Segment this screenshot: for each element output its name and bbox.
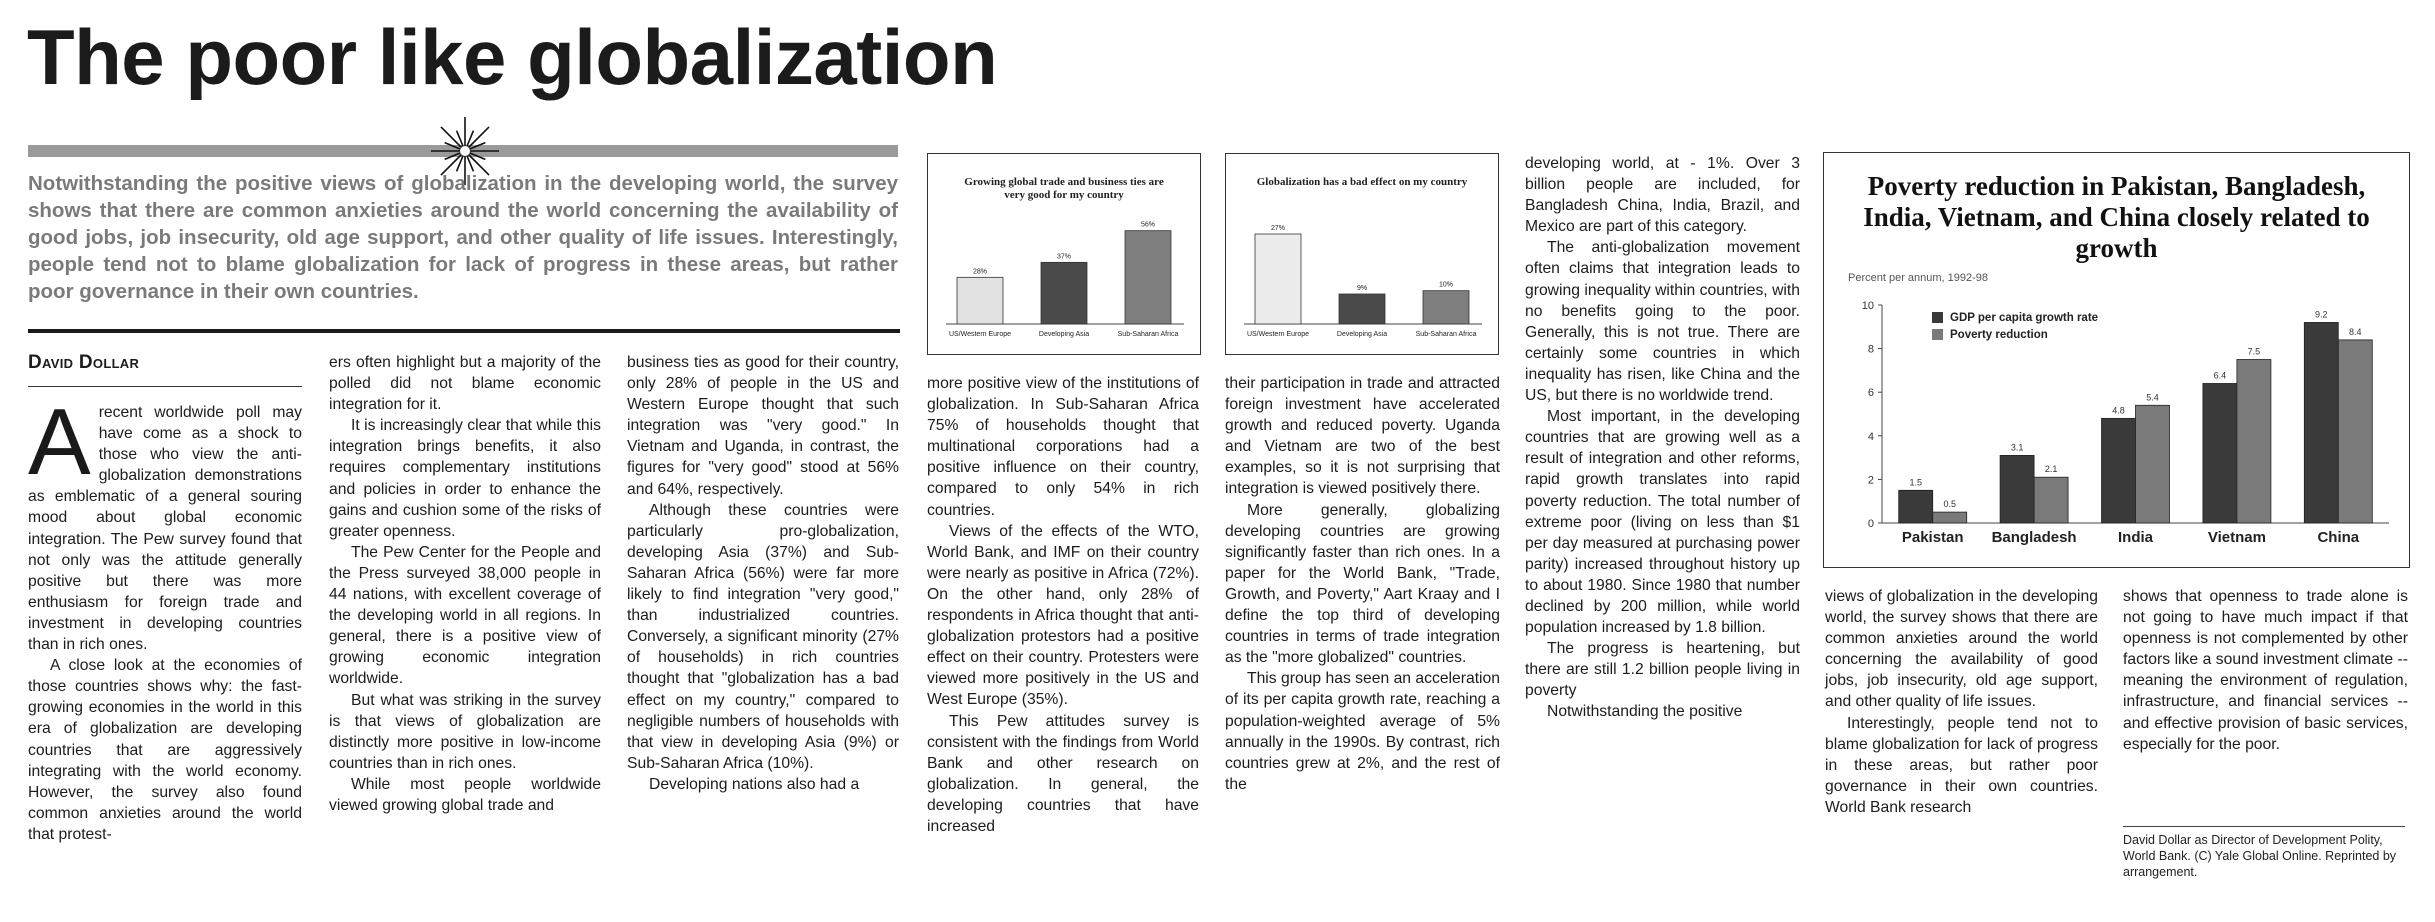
byline-rule [28, 386, 302, 387]
paragraph: This group has seen an acceleration of its per capita growth rate, reaching a population-weighted average of 5% annually in the 1990s. By contrast, rich countries grew at 2%, and the rest of the [1225, 670, 1500, 793]
paragraph: developing world, at - 1%. Over 3 billion people are included, for Bangladesh China, India, Brazil, and Mexico are part of this category. [1525, 155, 1800, 236]
bar [1423, 291, 1469, 324]
paragraph: ers often highlight but a majority of the polled did not blame economic integration for it. [329, 354, 601, 414]
chart-title: Globalization has a bad effect on my country [1256, 176, 1468, 188]
bar-value-label: 7.5 [2247, 346, 2261, 357]
paragraph: This Pew attitudes survey is consistent with the findings from World Bank and other research on globalization. In general, the developing countries that have increased [927, 712, 1199, 835]
category-label: India [2117, 529, 2154, 546]
paragraph: The progress is heartening, but there are still 1.2 billion people living in poverty [1525, 640, 1800, 700]
paragraph: While most people worldwide viewed growing global trade and [329, 775, 601, 814]
category-label: US/Western Europe [1246, 331, 1310, 338]
starburst-ray [441, 127, 465, 151]
chart-poverty-growth [1823, 152, 2410, 568]
article-column-5 [1225, 373, 1500, 795]
paragraph: more positive view of the institutions of globalization. In Sub-Saharan Africa 75% of households thought that multinational corporations had a positive influence on their country, compared to only 54% in rich countries. [927, 375, 1199, 519]
byline: David Dollar [28, 352, 140, 373]
bar [1255, 234, 1301, 324]
chart-title: Growing global trade and business ties are very good for my country [964, 176, 1164, 201]
standfirst: Notwithstanding the positive views of globalization in the developing world, the survey shows that there are common anxieties around the world concerning the availability of good jobs, job insecurity, old age support, and other quality of life issues. Interestingly, people tend not to blame globalization for lack of progress in these areas, but rather poor governance in their own countries. [28, 172, 898, 303]
category-label: Sub-Saharan Africa [1415, 331, 1477, 338]
paragraph: their participation in trade and attracted foreign investment have accelerated growth and reduced poverty. Uganda and Vietnam are two of the best examples, so it is not surprising that integration is viewed positively there. [1225, 375, 1500, 498]
credit-line: David Dollar as Director of Development Polity, World Bank. (C) Yale Global Online. Reprinted by arrangement. [2123, 833, 2397, 879]
legend-swatch [1932, 312, 1943, 323]
paragraph: The anti-globalization movement often claims that integration leads to growing inequality within countries, with no benefits going to the poor. Generally, this is not true. There are certainly some countries in which inequality has risen, like China and the US, but there is no worldwide trend. [1525, 239, 1800, 405]
y-tick-label: 8 [1867, 343, 1874, 356]
bar-value-label: 56% [1140, 221, 1156, 229]
paragraph: views of globalization in the developing world, the survey shows that there are common anxieties around the world concerning the availability of good jobs, job insecurity, old age support, and other quality of life issues. [1825, 588, 2098, 711]
bar-value-label: 28% [972, 268, 988, 276]
legend-swatch [1932, 329, 1943, 340]
bar [1899, 490, 1933, 523]
paragraph: A close look at the economies of those countries shows why: the fast-growing economies in the world in this era of globalization are developing countries that are aggressively integrating with the world economy. However, the survey also found common anxieties around the world that protest- [28, 657, 302, 843]
legend-label: Poverty reduction [1950, 329, 2048, 341]
paragraph: Views of the effects of the WTO, World Bank, and IMF on their country were nearly as positive in Africa (72%). On the other hand, only 28% of respondents in Africa thought that anti-globalization protestors had a positive effect on their country. Protesters were viewed more positively in the US and West Europe (35%). [927, 522, 1199, 709]
bar [2237, 360, 2271, 524]
category-label: China [2317, 529, 2360, 546]
paragraph: The Pew Center for the People and the Press surveyed 38,000 people in 44 nations, with excellent coverage of the developing world in all regions. In general, there is a positive view of growing economic integration worldwide. [329, 543, 601, 688]
chart-plot [928, 154, 1200, 354]
paragraph: More generally, globalizing developing countries are growing significantly faster than rich ones. In a paper for the World Bank, "Trade, Growth, and Poverty," Aart Kraay and I define the top third of developing countries in terms of trade integration as the "more globalized" countries. [1225, 501, 1500, 667]
bar-value-label: 8.4 [2349, 326, 2362, 337]
chart-trade-ties [927, 153, 1201, 355]
headline: The poor like globalization [27, 13, 998, 101]
article-column-1-body [28, 389, 302, 845]
paragraph: business ties as good for their country, only 28% of people in the US and Western Europe thought that such integration was "very good." In Vietnam and Uganda, in contrast, the figures for "very good" stood at 56% and 64%, respectively. [627, 354, 899, 498]
paragraph: Interestingly, people tend not to blame globalization for lack of progress in these areas, but rather poor governance in their own countries. World Bank research [1825, 714, 2098, 816]
category-label: Vietnam [2207, 529, 2266, 546]
bar [957, 277, 1003, 324]
y-tick-label: 6 [1867, 387, 1874, 400]
bar-value-label: 37% [1056, 253, 1072, 261]
paragraph: But what was striking in the survey is that views of globalization are distinctly more positive in low-income countries than in rich ones. [329, 691, 601, 772]
chart-plot [1824, 153, 2409, 567]
bar-value-label: 2.1 [2044, 464, 2058, 475]
article-column-3 [627, 352, 899, 795]
bar-value-label: 10% [1438, 281, 1454, 289]
paragraph: Notwithstanding the positive [1547, 703, 1743, 721]
bar [2102, 418, 2136, 523]
bar [1339, 294, 1385, 324]
bar-value-label: 27% [1270, 225, 1286, 232]
bar [2304, 322, 2338, 523]
bar [2338, 340, 2372, 523]
section-rule [28, 329, 900, 333]
bar [2136, 405, 2170, 523]
y-tick-label: 2 [1867, 474, 1874, 487]
bar-value-label: 6.4 [2213, 370, 2227, 381]
drop-cap: A [28, 389, 91, 494]
chart-title: Poverty reduction in Pakistan, Bangladesh, India, Vietnam, and China closely related to growth [1863, 171, 2370, 263]
bar-value-label: 3.1 [2010, 442, 2024, 453]
article-column-8 [2123, 586, 2408, 755]
bar-value-label: 4.8 [2112, 405, 2125, 416]
bar-value-label: 5.4 [2146, 392, 2159, 403]
chart-bad-effect [1225, 153, 1499, 355]
category-label: Developing Asia [1038, 331, 1090, 338]
bar [2203, 383, 2237, 523]
bar [2000, 455, 2034, 523]
paragraph-text: recent worldwide poll may have come as a shock to those who view the anti-globalization demonstrations as emblematic of a general souring mood about global economic integration. The Pew survey found that not only was the attitude generally positive but there was more enthusiasm for foreign trade and investment in developing countries than in rich ones. [28, 404, 302, 654]
legend-label: GDP per capita growth rate [1950, 312, 2099, 324]
bar [2034, 477, 2068, 523]
article-column-4 [927, 373, 1199, 837]
bar-value-label: 1.5 [1909, 477, 1922, 488]
y-tick-label: 4 [1867, 430, 1874, 443]
paragraph: It is increasingly clear that while this integration brings benefits, it also requires complementary institutions and policies in order to enhance the gains and cushion some of the risks of greater openness. [329, 417, 601, 540]
article-column-7 [1825, 586, 2098, 818]
category-label: Bangladesh [1991, 529, 2077, 546]
bar [1933, 512, 1967, 523]
paragraph: Most important, in the developing countries that are growing well as a result of integration and other reforms, rapid growth translates into rapid poverty reduction. The total number of extreme poor (living on less than $1 per day measured at purchasing power parity) increased throughout history up to about 1980. Since 1980 that number declined by 200 million, while world population increased by 1.8 billion. [1525, 408, 1800, 637]
starburst-ray [465, 127, 489, 151]
y-axis-label: Percent per annum, 1992-98 [1848, 272, 1989, 284]
y-tick-label: 10 [1861, 300, 1874, 312]
category-label: US/Western Europe [948, 331, 1012, 338]
category-label: Developing Asia [1336, 331, 1388, 338]
paragraph: Although these countries were particularly pro-globalization, developing Asia (37%) and Sub-Saharan Africa (56%) were far more likely to find integration "very good," than industrialized countries. Conversely, a significant minority (27% of households) in rich countries thought that "globalization has a bad effect on my country," compared to negligible numbers of households with that view in developing Asia (9%) or Sub-Saharan Africa (10%). [627, 501, 899, 772]
bar [1041, 262, 1087, 324]
article-column-1 [28, 352, 302, 373]
paragraph [28, 389, 302, 655]
category-label: Sub-Saharan Africa [1117, 331, 1179, 338]
category-label: Pakistan [1901, 529, 1964, 546]
article-column-6 [1525, 153, 1800, 723]
paragraph: shows that openness to trade alone is not going to have much impact if that openness is not complemented by other factors like a sound investment climate -- meaning the environment of regulation, infrastructure, and financial services -- and effective provision of basic services, especially for the poor. [2123, 588, 2408, 753]
paragraph: Developing nations also had a [649, 775, 860, 793]
chart-plot [1226, 154, 1498, 354]
bar-value-label: 9% [1356, 285, 1368, 292]
bar-value-label: 9.2 [2315, 309, 2328, 320]
bar [1125, 231, 1171, 324]
credit-rule [2123, 826, 2405, 827]
article-column-2 [329, 352, 601, 816]
y-tick-label: 0 [1867, 518, 1874, 530]
bar-value-label: 0.5 [1943, 499, 1956, 510]
